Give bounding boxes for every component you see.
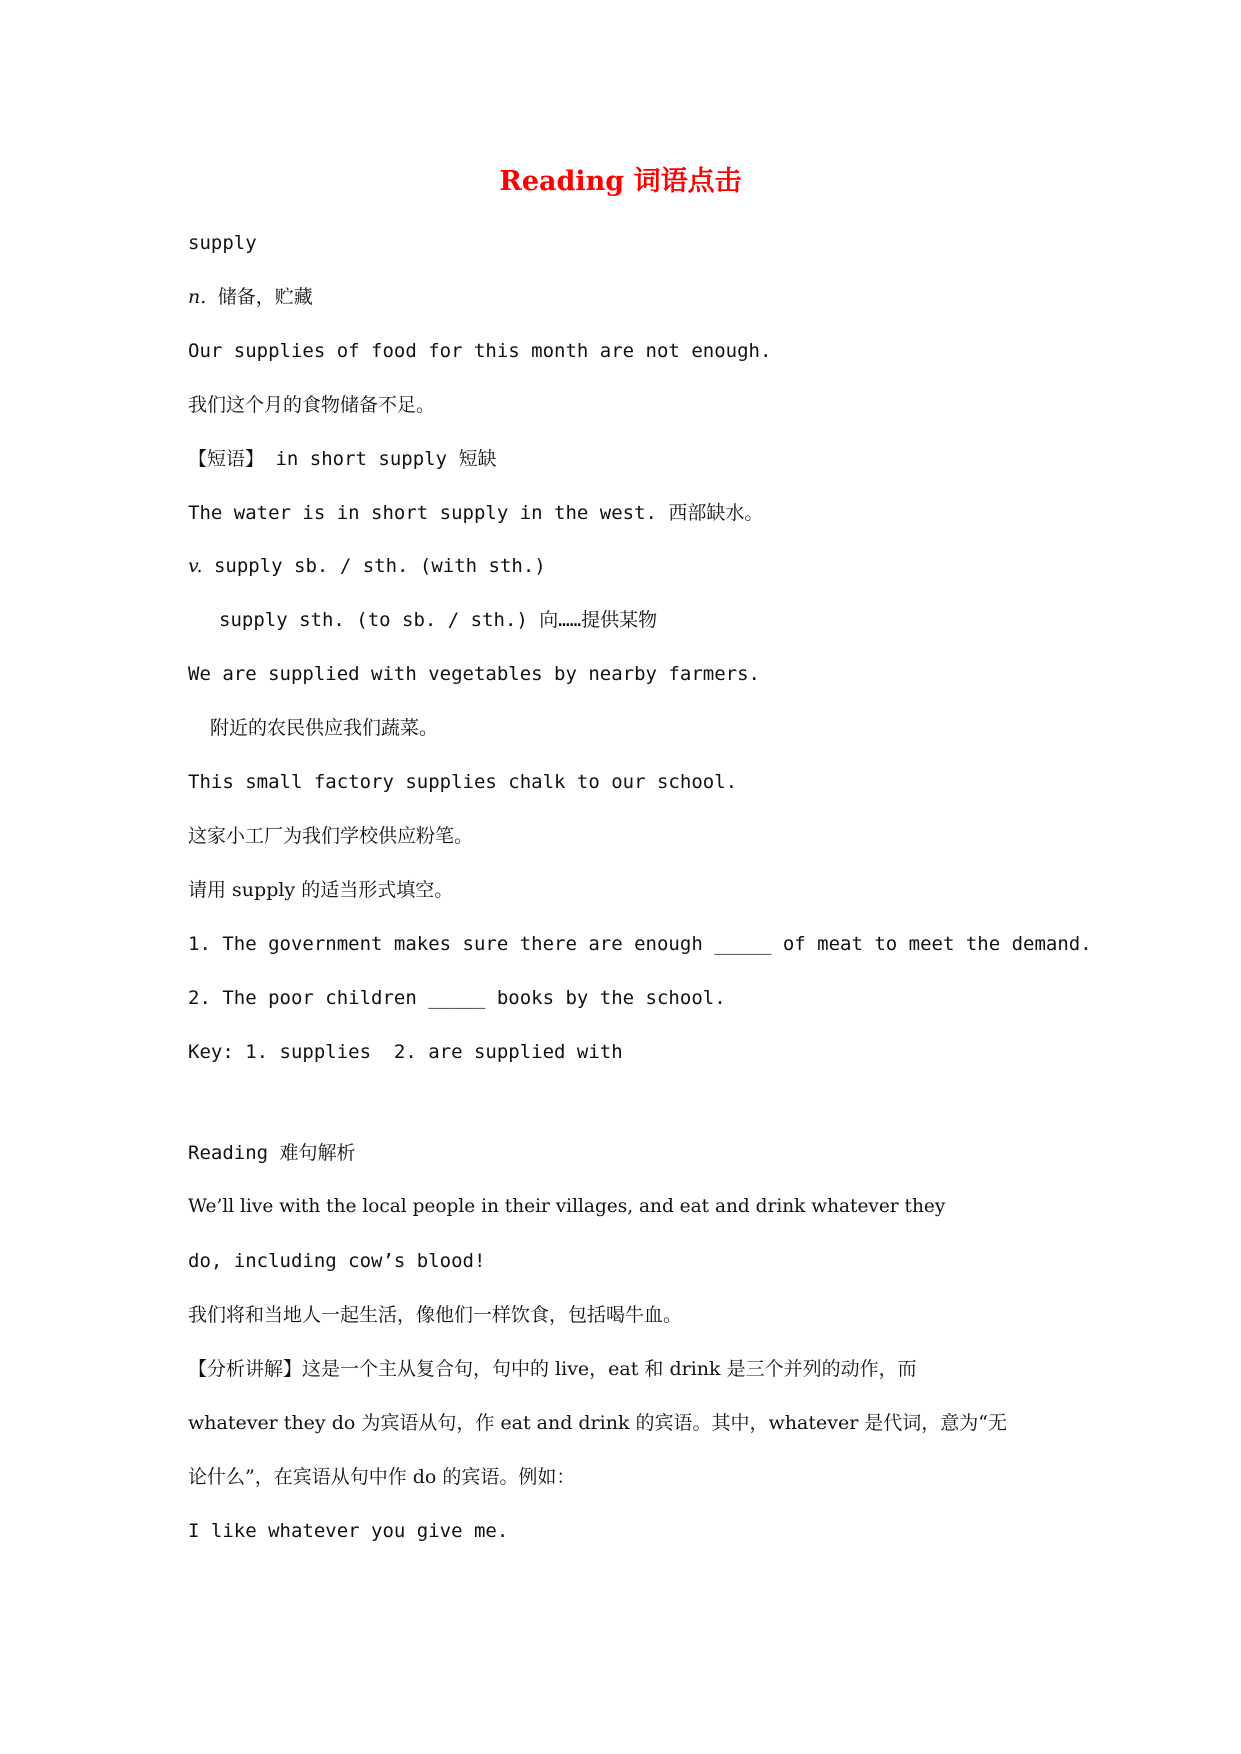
example-1-english: Our supplies of food for this month are not enough. bbox=[188, 340, 772, 362]
verb-usage-1-text: supply sb. / sth. (with sth.) bbox=[213, 555, 546, 577]
question-1: 1. The government makes sure there are enough _____ of meat to meet the demand. bbox=[188, 933, 1092, 955]
example-1-chinese: 我们这个月的食物储备不足。 bbox=[188, 394, 436, 416]
phrase-line bbox=[188, 445, 497, 473]
headword: supply bbox=[188, 232, 257, 254]
sentence-line-2: do, including cow’s blood! bbox=[188, 1250, 486, 1272]
answer-key: Key: 1. supplies 2. are supplied with bbox=[188, 1041, 623, 1063]
analysis-line-1: 【分析讲解】这是一个主从复合句，句中的 live，eat 和 drink 是三个并列的动作，而 bbox=[188, 1358, 917, 1380]
example-2: The water is in short supply in the west. 西部缺水。 bbox=[188, 502, 764, 524]
analysis-line-3: 论什么”，在宾语从句中作 do 的宾语。例如： bbox=[188, 1466, 576, 1488]
pos-noun: n. bbox=[188, 286, 207, 308]
example-4-english: This small factory supplies chalk to our school. bbox=[188, 771, 738, 793]
verb-usage-1 bbox=[188, 552, 546, 580]
section-heading: Reading 难句解析 bbox=[188, 1142, 356, 1164]
analysis-line-2: whatever they do 为宾语从句，作 eat and drink 的宾语。其中，whatever 是代词，意为“无 bbox=[188, 1412, 1008, 1434]
page-title: Reading 词语点击 bbox=[499, 166, 742, 197]
example-4-chinese: 这家小工厂为我们学校供应粉笔。 bbox=[188, 825, 474, 847]
analysis-example: I like whatever you give me. bbox=[188, 1520, 509, 1542]
noun-meaning: 储备，贮藏 bbox=[217, 286, 313, 308]
phrase-text: in short supply 短缺 bbox=[275, 448, 497, 470]
exercise-prompt: 请用 supply 的适当形式填空。 bbox=[188, 879, 454, 901]
sentence-translation: 我们将和当地人一起生活，像他们一样饮食，包括喝牛血。 bbox=[188, 1304, 683, 1326]
sentence-line-1: We’ll live with the local people in their villages, and eat and drink whatever they bbox=[188, 1196, 946, 1217]
pos-verb: v. bbox=[188, 555, 203, 577]
example-3-english: We are supplied with vegetables by nearby farmers. bbox=[188, 663, 760, 685]
verb-usage-2: supply sth. (to sb. / sth.) 向……提供某物 bbox=[219, 609, 658, 631]
phrase-label: 【短语】 bbox=[188, 448, 265, 470]
question-2: 2. The poor children _____ books by the school. bbox=[188, 987, 726, 1009]
noun-definition bbox=[188, 283, 313, 311]
example-3-chinese: 附近的农民供应我们蔬菜。 bbox=[210, 717, 439, 739]
